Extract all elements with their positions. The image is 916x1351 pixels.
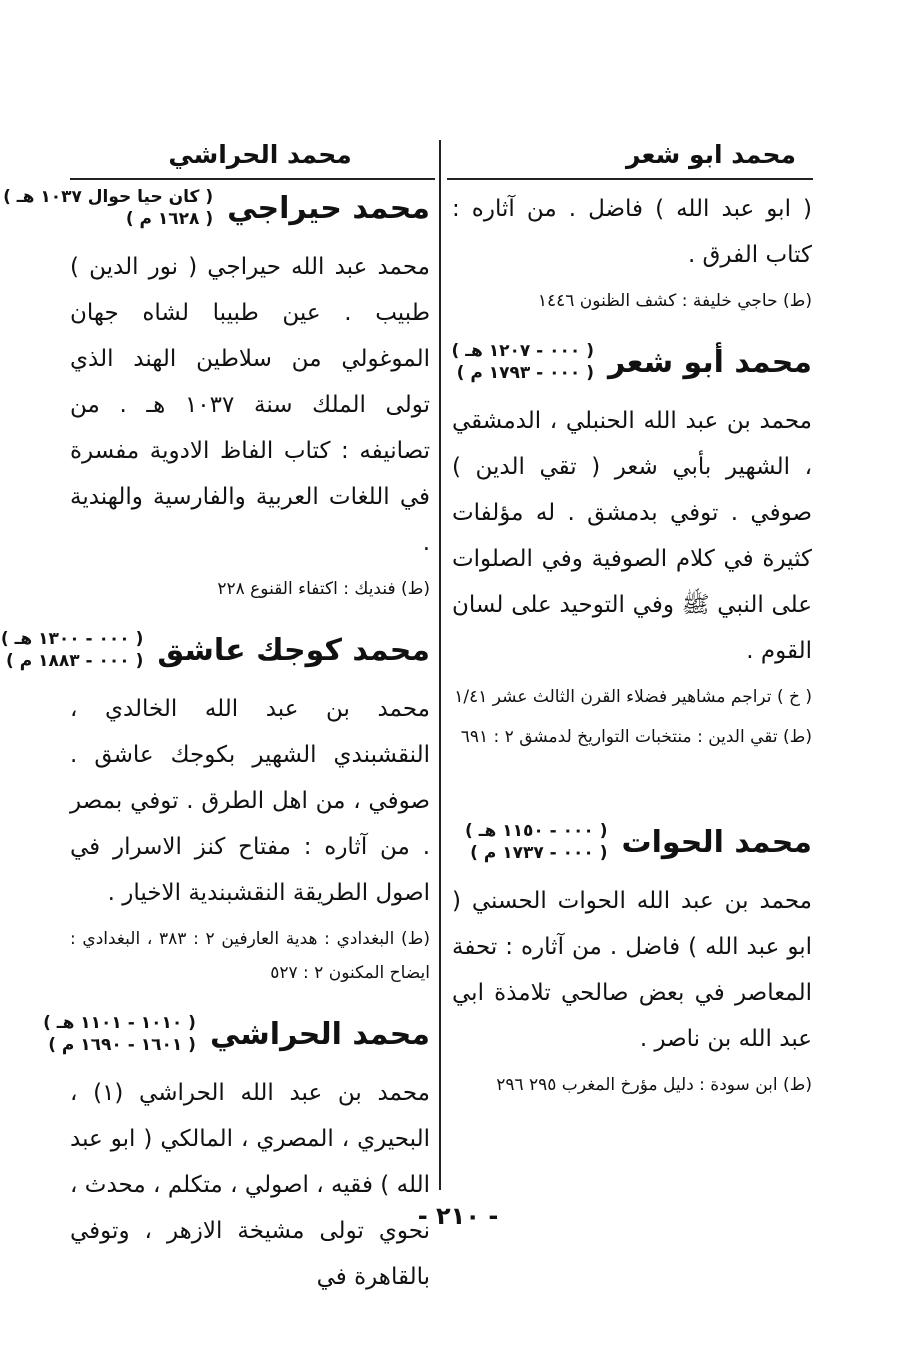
entry-reference: ( خ ) تراجم مشاهير فضلاء القرن الثالث عشر ١/٤١ <box>454 687 812 707</box>
entry-text: محمد عبد الله حيراجي ( نور الدين ) طبيب . عين طبيبا لشاه جهان الموغولي من سلاطين الهند الذي تولى الملك سنة ١٠٣٧ هـ . من تصانيفه : كتاب الفاظ الادوية مفسرة في اللغات العربية والفارسية والهندية . <box>70 254 430 556</box>
entry-dates <box>465 820 607 864</box>
entry-reference: (ط) ابن سودة : دليل مؤرخ المغرب ٢٩٥ ٢٩٦ <box>496 1075 812 1095</box>
entry-dates <box>1 628 143 672</box>
entry-name: محمد أبو شعر <box>608 344 812 380</box>
date-hijri: ( ١٠١٠ - ١١٠١ هـ ) <box>43 1013 196 1033</box>
entry-name: محمد حيراجي <box>227 190 430 226</box>
entry-name: محمد الحوات <box>621 824 812 860</box>
date-hijri: ( ٠٠٠ - ١١٥٠ هـ ) <box>465 821 608 841</box>
entry-name: محمد الحراشي <box>209 1016 430 1052</box>
running-header-right: محمد ابو شعر <box>626 140 796 169</box>
right-column <box>452 186 812 1102</box>
entry-dates <box>3 186 213 230</box>
entry-reference: (ط) فنديك : اكتفاء القنوع ٢٢٨ <box>217 579 430 599</box>
entry-dates <box>452 340 594 384</box>
entry-dates <box>43 1012 196 1056</box>
date-gregorian: ( ٠٠٠ - ١٨٨٣ م ) <box>6 651 144 671</box>
header-rule-right <box>447 178 813 180</box>
entry-heading <box>452 340 812 384</box>
entry-reference: (ط) البغدادي : هدية العارفين ٢ : ٣٨٣ ، البغدادي : ايضاح المكنون ٢ : ٥٢٧ <box>70 929 430 983</box>
continued-entry-text: ( ابو عبد الله ) فاضل . من آثاره : كتاب الفرق . <box>452 196 812 268</box>
date-gregorian: ( ٠٠٠ - ١٧٣٧ م ) <box>470 843 608 863</box>
date-gregorian: ( ٠٠٠ - ١٧٩٣ م ) <box>456 363 595 383</box>
entry-text: محمد بن عبد الله الحوات الحسني ( ابو عبد الله ) فاضل . من آثاره : تحفة المعاصر في بعض صالحي تلامذة ابي عبد الله بن ناصر . <box>452 888 812 1052</box>
header-rule-left <box>70 178 435 180</box>
continued-entry-reference: (ط) حاجي خليفة : كشف الظنون ١٤٤٦ <box>537 291 812 311</box>
entry-heading <box>0 628 430 672</box>
entry-heading <box>43 1012 430 1056</box>
date-hijri: ( ٠٠٠ - ١٢٠٧ هـ ) <box>451 341 595 361</box>
entry-reference: (ط) تقي الدين : منتخبات التواريخ لدمشق ٢ : ٦٩١ <box>460 727 812 747</box>
date-hijri: ( ٠٠٠ - ١٣٠٠ هـ ) <box>0 629 144 649</box>
entry-name: محمد كوجك عاشق <box>157 632 430 668</box>
entry-heading <box>452 820 812 864</box>
date-hijri: ( كان حيا حوال ١٠٣٧ هـ ) <box>3 187 214 207</box>
left-column <box>0 186 430 1300</box>
date-gregorian: ( ١٦٢٨ م ) <box>125 209 214 229</box>
entry-heading <box>3 186 430 230</box>
entry-text: محمد بن عبد الله الحنبلي ، الدمشقي ، الشهير بأبي شعر ( تقي الدين ) صوفي . توفي بدمشق . له مؤلفات كثيرة في كلام الصوفية وفي الصلوات على النبي ﷺ وفي التوحيد على لسان القوم . <box>452 408 812 664</box>
running-header-left: محمد الحراشي <box>168 140 352 169</box>
column-divider <box>439 140 441 1190</box>
date-gregorian: ( ١٦٠١ - ١٦٩٠ م ) <box>48 1035 196 1055</box>
entry-text: محمد بن عبد الله الخالدي ، النقشبندي الشهير بكوجك عاشق . صوفي ، من اهل الطرق . توفي بمصر . من آثاره : مفتاح كنز الاسرار في اصول الطريقة النقشبندية الاخيار . <box>70 696 430 906</box>
page-number: - ٢١٠ - <box>417 1202 499 1230</box>
entry-text: محمد بن عبد الله الحراشي (١) ، البحيري ، المصري ، المالكي ( ابو عبد الله ) فقيه ، اصولي ، متكلم ، محدث ، نحوي تولى مشيخة الازهر ، وتوفي بالقاهرة في <box>70 1080 430 1290</box>
